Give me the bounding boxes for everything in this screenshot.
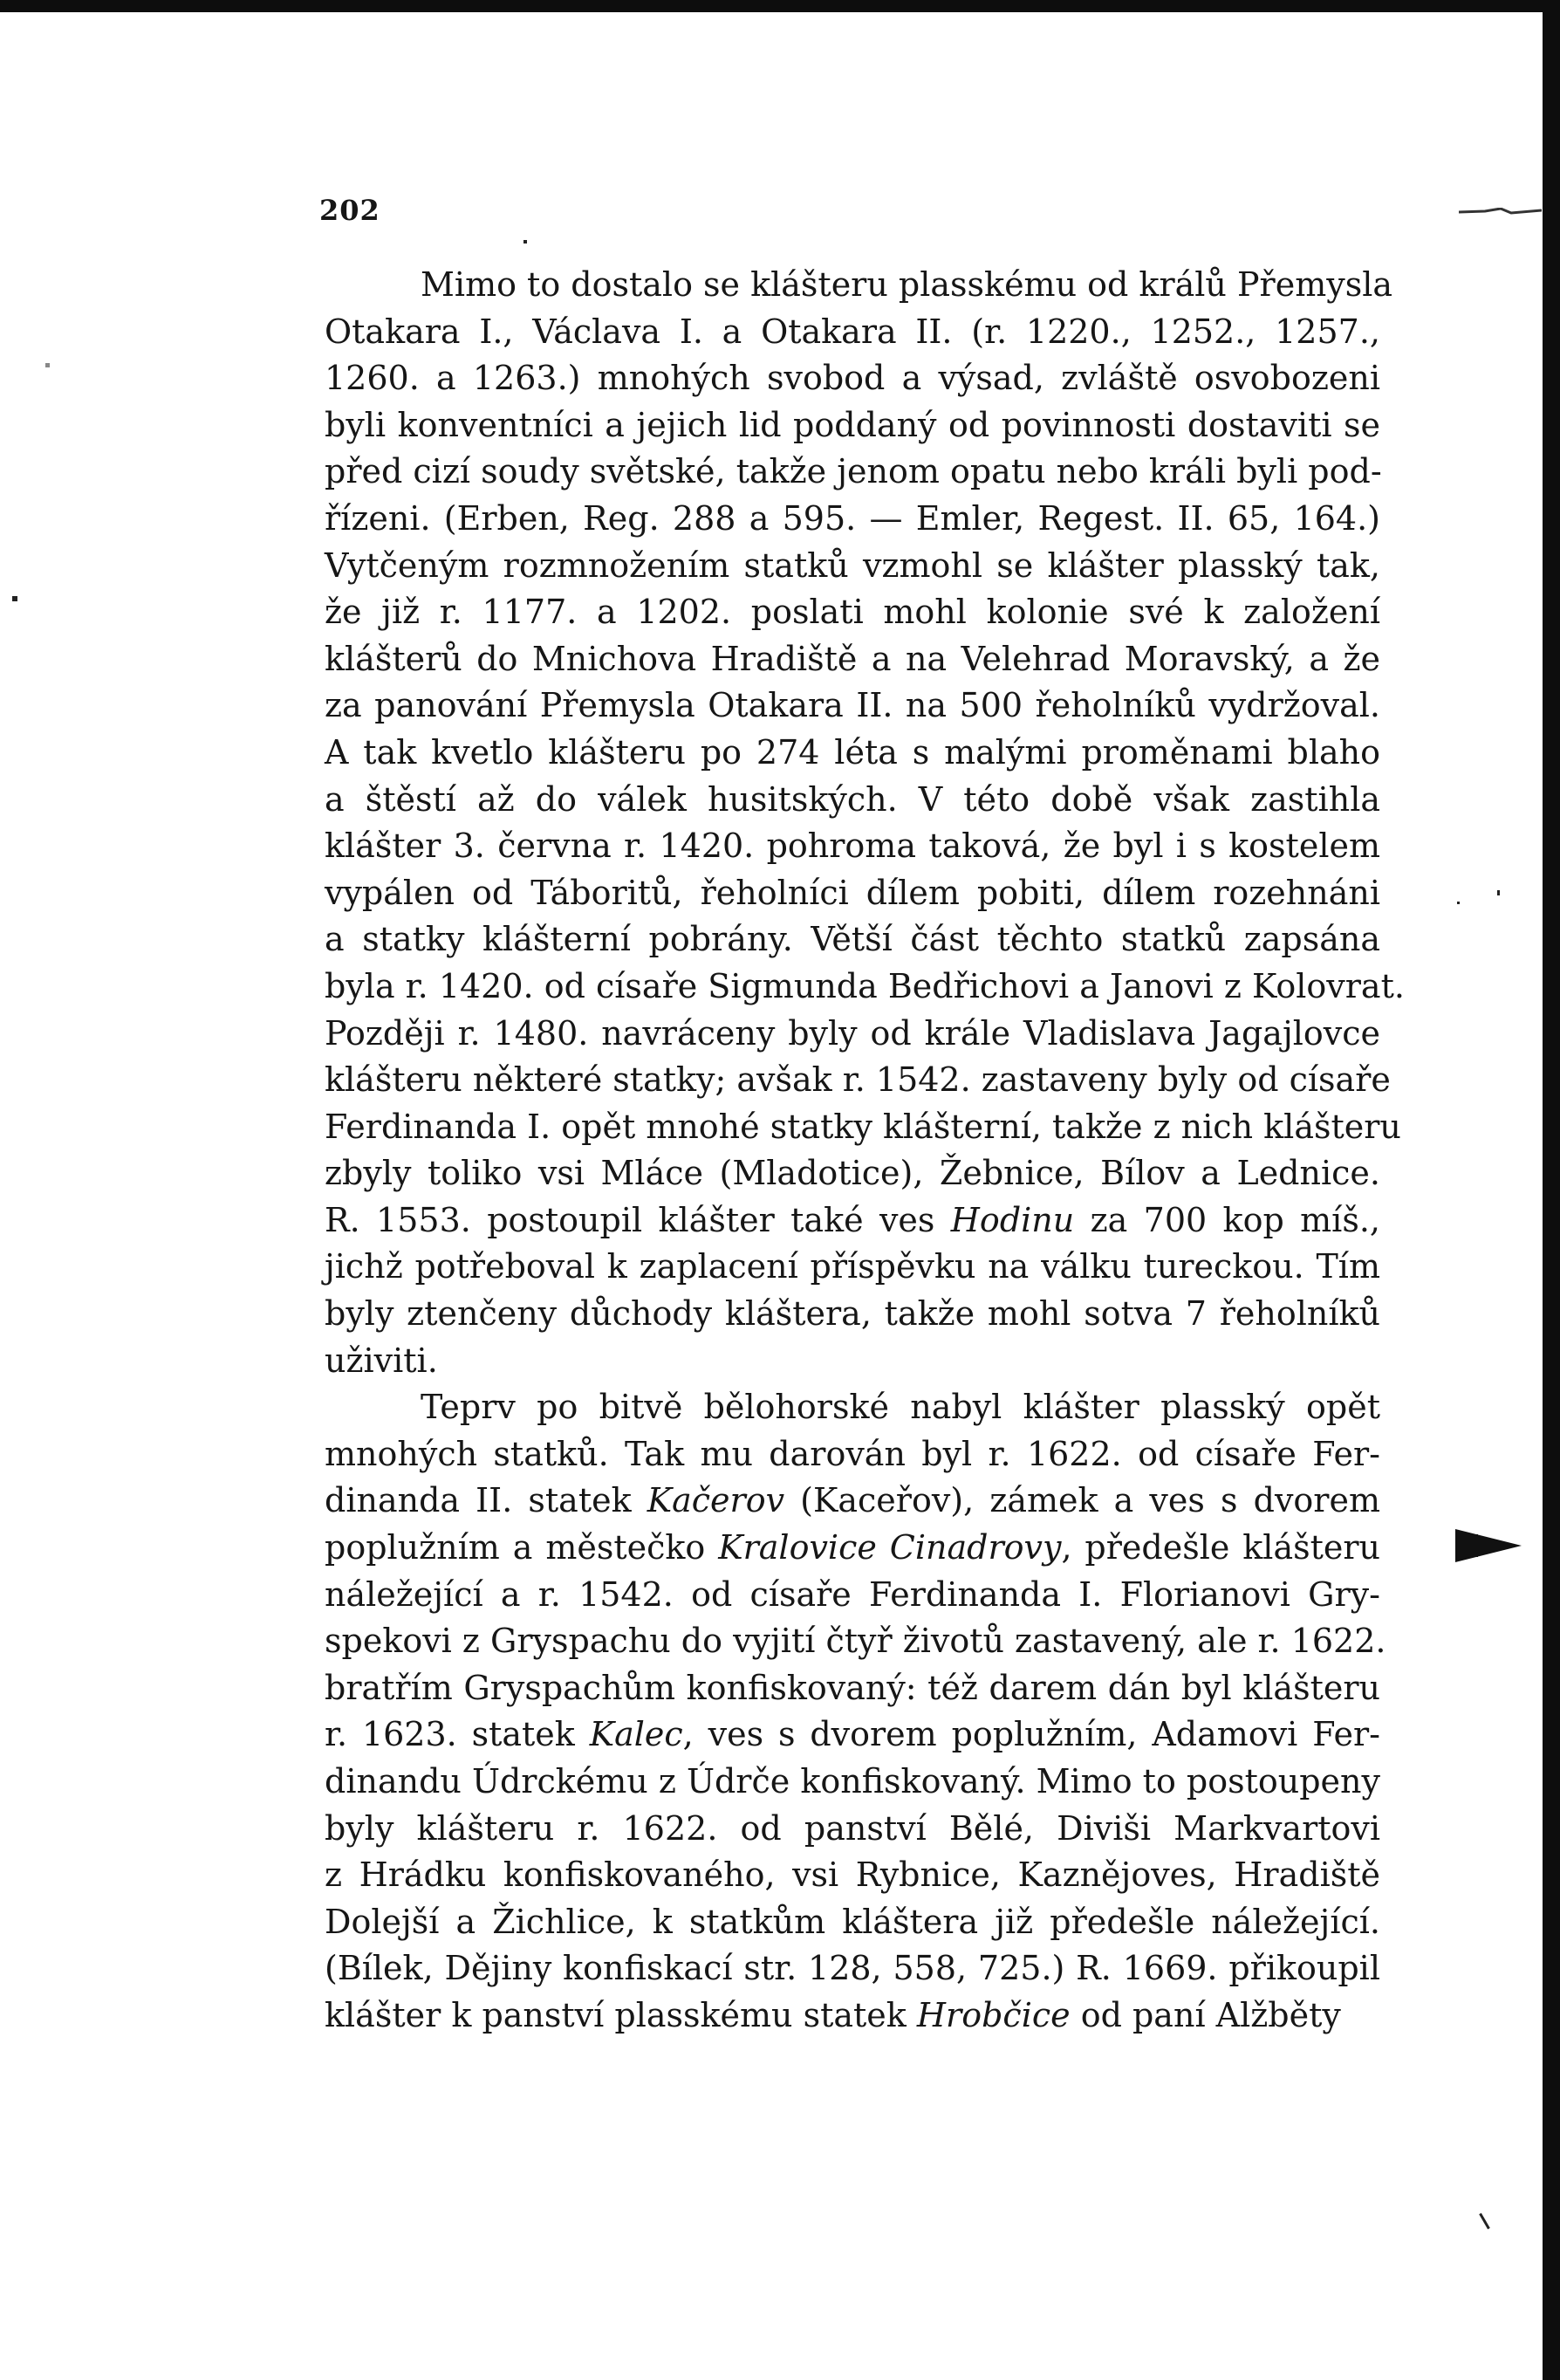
page-number: 202 (319, 194, 380, 227)
text-line: a štěstí až do válek husitských. V této době však zastihla (325, 779, 1380, 819)
italic-place-name: Hrobčice (916, 1995, 1071, 2034)
text-line: byli konventníci a jejich lid poddaný od povinnosti dostaviti se (325, 405, 1380, 444)
text-line: klášterů do Mnichova Hradiště a na Velehrad Moravský, a že (325, 639, 1380, 678)
text-line: poplužním a městečko Kralovice Cinadrovy, předešle klášteru (325, 1528, 1381, 1567)
text-line: zbyly toliko vsi Mláce (Mladotice), Žebnice, Bílov a Lednice. (325, 1154, 1380, 1193)
text-line: před cizí soudy světské, takže jenom opatu nebo králi byli pod- (325, 452, 1382, 491)
text-line: byly klášteru r. 1622. od panství Bělé, Diviši Markvartovi (325, 1808, 1380, 1848)
text-line: Vytčeným rozmnožením statků vzmohl se klášter plasský tak, (325, 545, 1380, 585)
text-line: A tak kvetlo klášteru po 274 léta s malými proměnami blaho (325, 732, 1380, 772)
italic-place-name: Kačerov (647, 1481, 785, 1520)
text-line: že již r. 1177. a 1202. poslati mohl kolonie své k založení (325, 593, 1380, 632)
text-line: vypálen od Táboritů, řeholníci dílem pobiti, dílem rozehnáni (325, 873, 1380, 912)
text-line: (Bílek, Dějiny konfiskací str. 128, 558, 725.) R. 1669. přikoupil (325, 1949, 1380, 1988)
text-line: Dolejší a Žichlice, k statkům kláštera již předešle náležející. (325, 1902, 1380, 1941)
margin-mark-top-right (1459, 208, 1542, 215)
italic-place-name: Kralovice Cinadrovy (718, 1528, 1062, 1567)
text-line: jichž potřeboval k zaplacení příspěvku na válku tureckou. Tím (325, 1247, 1380, 1286)
text-line: klášteru některé statky; avšak r. 1542. zastaveny byly od císaře (325, 1060, 1391, 1100)
text-line: Později r. 1480. navráceny byly od krále Vladislava Jagajlovce (325, 1013, 1380, 1053)
speck (523, 240, 527, 243)
scan-border-top (0, 0, 1560, 12)
text-line: bratřím Gryspachům konfiskovaný: též darem dán byl klášteru (325, 1668, 1380, 1707)
body-text (325, 262, 1405, 2040)
text-line: byly ztenčeny důchody kláštera, takže mohl sotva 7 řeholníků (325, 1294, 1380, 1334)
text-line: řízeni. (Erben, Reg. 288 a 595. — Emler, Regest. II. 65, 164.) (325, 498, 1380, 538)
text-line: spekovi z Gryspachu do vyjití čtyř životů zastavený, ale r. 1622. (325, 1622, 1386, 1661)
text-line: mnohých statků. Tak mu darován byl r. 1622. od císaře Fer- (325, 1434, 1380, 1473)
text-line: R. 1553. postoupil klášter také ves Hodinu za 700 kop míš., (325, 1200, 1380, 1239)
text-line: Teprv po bitvě bělohorské nabyl klášter plasský opět (421, 1388, 1380, 1427)
speck (1457, 902, 1460, 904)
text-line: klášter k panství plasskému statek Hrobčice od paní Alžběty (325, 1995, 1341, 2034)
text-line: klášter 3. června r. 1420. pohroma taková, že byl i s kostelem (325, 826, 1380, 866)
text-line: uživiti. (325, 1341, 438, 1380)
speck (1479, 2213, 1490, 2230)
margin-arrow-base (1455, 1534, 1478, 1557)
scan-border-right (1543, 0, 1560, 2380)
text-line: dinandu Údrckému z Údrče konfiskovaný. Mimo to postoupeny (325, 1762, 1380, 1800)
text-line: dinanda II. statek Kačerov (Kaceřov), zámek a ves s dvorem (325, 1481, 1380, 1520)
text-line: z Hrádku konfiskovaného, vsi Rybnice, Kaznějoves, Hradiště (325, 1855, 1380, 1895)
speck (12, 596, 17, 601)
text-line: za panování Přemysla Otakara II. na 500 řeholníků vydržoval. (325, 686, 1380, 725)
text-line: náležející a r. 1542. od císaře Ferdinanda I. Florianovi Gry- (325, 1574, 1380, 1614)
text-line: Ferdinanda I. opět mnohé statky klášterní, takže z nich klášteru (325, 1107, 1401, 1146)
text-line: byla r. 1420. od císaře Sigmunda Bedřichovi a Janovi z Kolovrat. (325, 966, 1405, 1005)
text-line: Mimo to dostalo se klášteru plasskému od králů Přemysla (421, 265, 1393, 304)
italic-place-name: Hodinu (950, 1200, 1075, 1239)
text-line: Otakara I., Václava I. a Otakara II. (r. 1220., 1252., 1257., (325, 312, 1380, 351)
text-line: r. 1623. statek Kalec, ves s dvorem poplužním, Adamovi Fer- (325, 1715, 1380, 1754)
speck (1497, 890, 1500, 895)
text-line: 1260. a 1263.) mnohých svobod a výsad, zvláště osvobozeni (325, 359, 1380, 398)
speck (45, 363, 50, 367)
text-line: a statky klášterní pobrány. Větší část těchto statků zapsána (325, 920, 1380, 959)
italic-place-name: Kalec (589, 1715, 683, 1754)
